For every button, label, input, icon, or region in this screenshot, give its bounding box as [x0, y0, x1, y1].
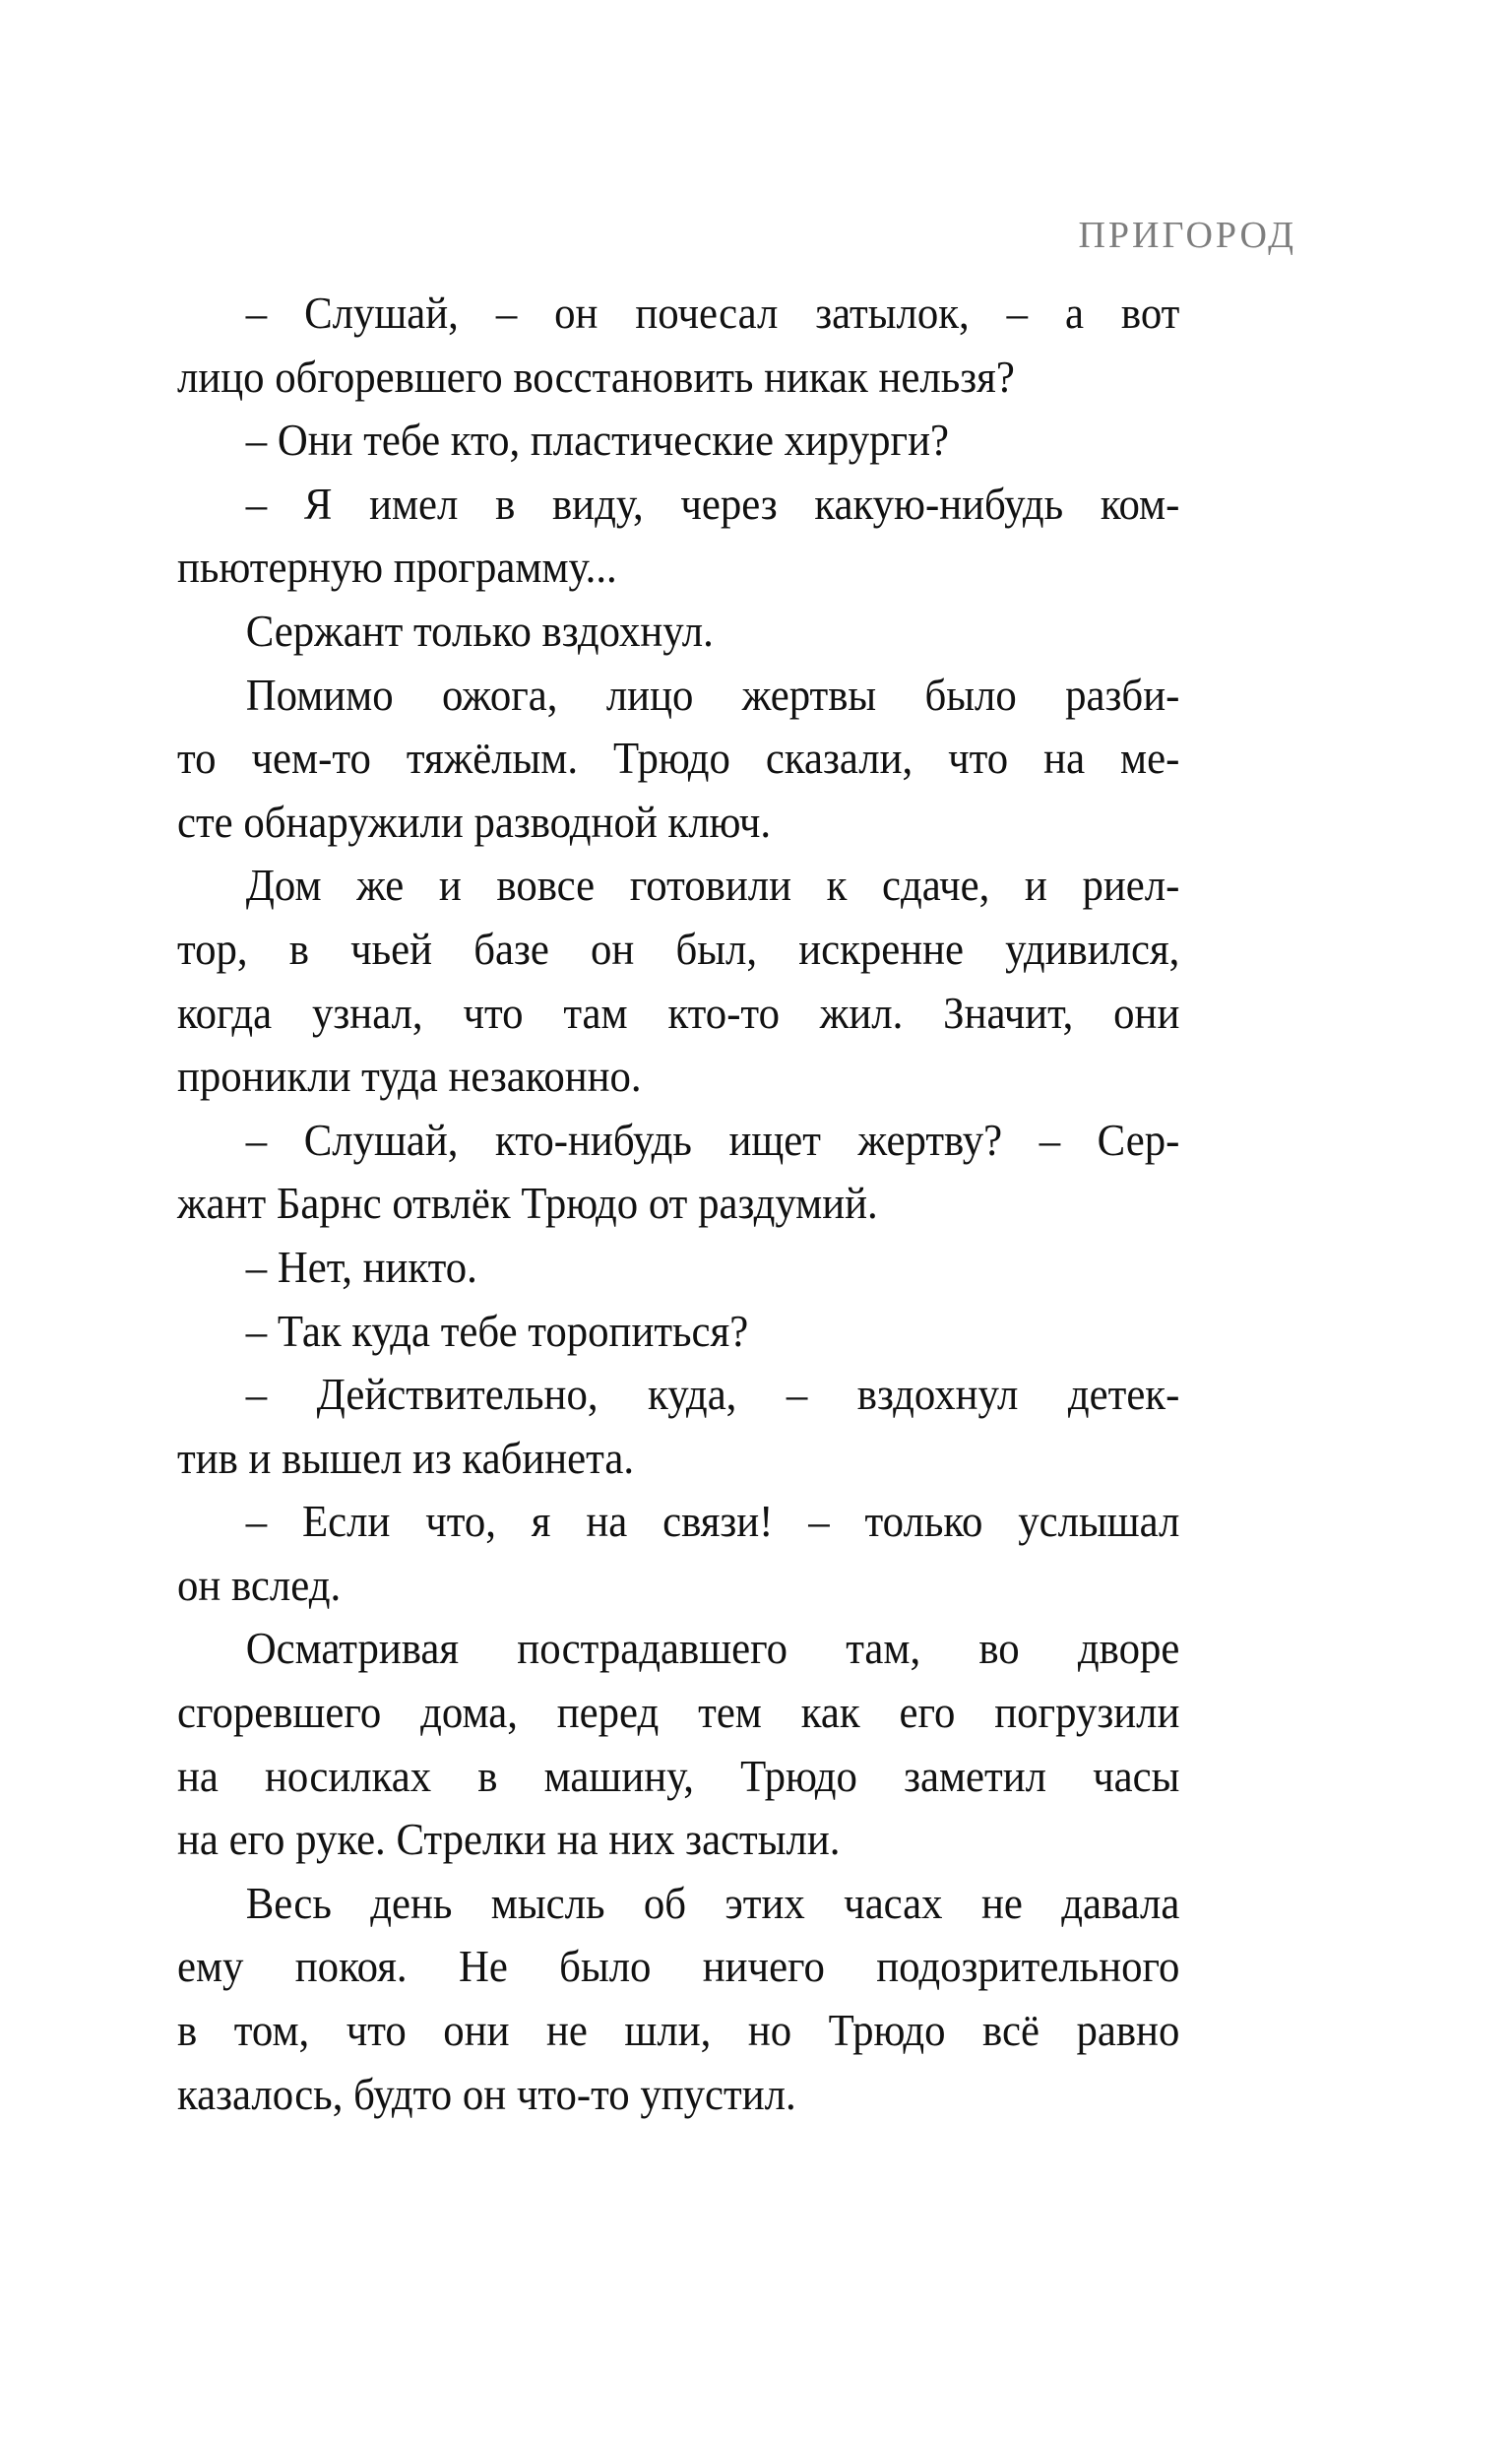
text-line: – Я имел в виду, через какую-нибудь ком- [245, 478, 1180, 529]
text-line: когда узнал, что там кто-то жил. Значит, они [177, 987, 1180, 1038]
text-line: Осматривая пострадавшего там, во дворе [245, 1623, 1180, 1674]
text-line: Помимо ожога, лицо жертвы было разби- [245, 669, 1180, 720]
text-line: – Так куда тебе торопиться? [245, 1305, 749, 1356]
text-line: – Нет, никто. [245, 1241, 477, 1292]
text-line: в том, что они не шли, но Трюдо всё равно [177, 2005, 1180, 2056]
text-line: – Слушай, – он почесал затылок, – а вот [245, 288, 1180, 338]
text-line: то чем-то тяжёлым. Трюдо сказали, что на ме- [177, 733, 1180, 784]
text-line: на носилках в машину, Трюдо заметил часы [177, 1750, 1180, 1801]
text-line: – Слушай, кто-нибудь ищет жертву? – Сер- [245, 1114, 1180, 1165]
text-line: жант Барнс отвлёк Трюдо от раздумий. [177, 1178, 878, 1229]
text-line: на его руке. Стрелки на них застыли. [177, 1814, 841, 1865]
text-line: Сержант только вздохнул. [245, 605, 714, 656]
text-line: сте обнаружили разводной ключ. [177, 796, 772, 847]
text-line: – Они тебе кто, пластические хирурги? [245, 415, 949, 466]
running-head: ПРИГОРОД [1078, 215, 1296, 256]
text-line: лицо обгоревшего восстановить никак нельзя? [177, 351, 1015, 402]
text-line: пьютерную программу... [177, 542, 617, 593]
body-text [177, 282, 1180, 2126]
text-line: Весь день мысль об этих часах не давала [245, 1877, 1180, 1928]
text-line: Дом же и вовсе готовили к сдаче, и риел- [245, 860, 1180, 911]
text-line: сгоревшего дома, перед тем как его погрузили [177, 1687, 1180, 1738]
text-line: – Если что, я на связи! – только услышал [245, 1496, 1180, 1547]
text-line: – Действительно, куда, – вздохнул детек- [245, 1369, 1180, 1420]
text-line: тор, в чьей базе он был, искренне удивился, [177, 923, 1180, 974]
text-line: тив и вышел из кабинета. [177, 1432, 635, 1483]
text-line: он вслед. [177, 1559, 342, 1610]
text-line: казалось, будто он что-то упустил. [177, 2068, 796, 2119]
text-line: ему покоя. Не было ничего подозрительного [177, 1941, 1180, 1992]
text-line: проникли туда незаконно. [177, 1051, 642, 1102]
